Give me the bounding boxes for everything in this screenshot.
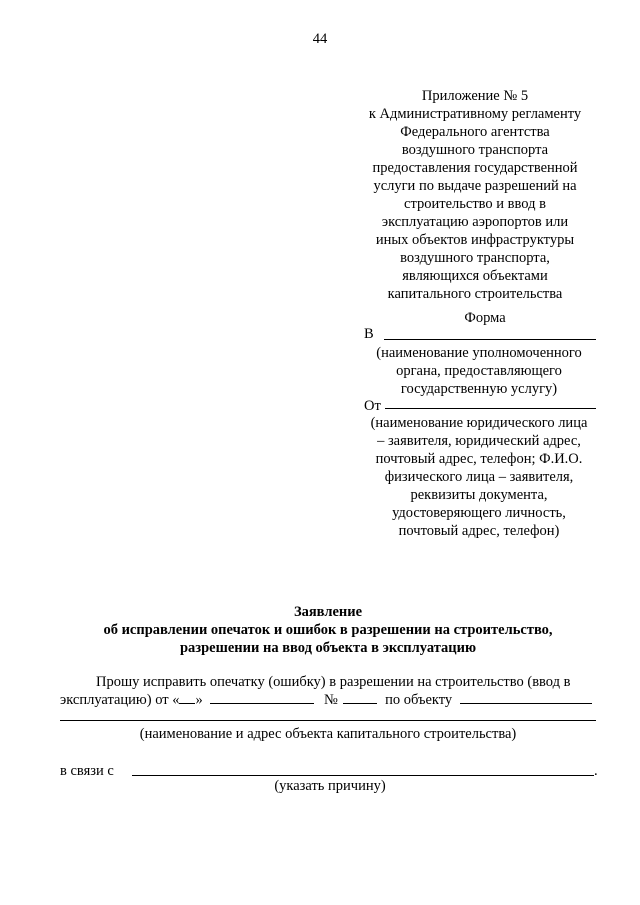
date-prefix: эксплуатацию) от « bbox=[60, 692, 180, 708]
from-caption-line: удостоверяющего личность, bbox=[392, 505, 566, 521]
appendix-line: предоставления государственной bbox=[372, 160, 578, 176]
request-text-line: Прошу исправить опечатку (ошибку) в разрешении на строительство (ввод в bbox=[96, 674, 571, 690]
reason-prefix: в связи с bbox=[60, 763, 114, 779]
date-quote-close: » bbox=[195, 692, 203, 708]
object-prefix: по объекту bbox=[385, 692, 453, 708]
appendix-line: Федерального агентства bbox=[400, 124, 550, 140]
to-caption bbox=[362, 344, 596, 398]
appendix-line: воздушного транспорта, bbox=[400, 250, 550, 266]
appendix-line: являющихся объектами bbox=[402, 268, 548, 284]
appendix-line: строительство и ввод в bbox=[404, 196, 546, 212]
appendix-line: к Административному регламенту bbox=[368, 106, 582, 122]
to-caption-line: органа, предоставляющего bbox=[396, 363, 562, 379]
from-caption-line: почтовый адрес, телефон; Ф.И.О. bbox=[375, 451, 583, 467]
document-heading bbox=[60, 603, 596, 657]
appendix-block bbox=[360, 87, 590, 303]
from-caption-line: (наименование юридического лица bbox=[370, 415, 588, 431]
heading-title: Заявление bbox=[293, 604, 363, 620]
reason-caption: (указать причину) bbox=[274, 778, 386, 794]
from-prefix: От bbox=[364, 398, 381, 414]
appendix-line: воздушного транспорта bbox=[401, 142, 549, 158]
date-month-year-field[interactable] bbox=[210, 691, 314, 704]
to-prefix: В bbox=[364, 326, 374, 342]
number-sign: № bbox=[323, 692, 338, 708]
to-caption-line: (наименование уполномоченного bbox=[376, 345, 582, 361]
to-recipient-field[interactable] bbox=[384, 339, 596, 340]
date-day-field[interactable] bbox=[179, 691, 195, 704]
permit-number-field[interactable] bbox=[343, 691, 377, 704]
appendix-line: иных объектов инфраструктуры bbox=[375, 232, 575, 248]
appendix-line: капитального строительства bbox=[387, 286, 563, 302]
to-caption-line: государственную услугу) bbox=[400, 381, 558, 397]
appendix-line: услуги по выдаче разрешений на bbox=[373, 178, 577, 194]
heading-subtitle: разрешении на ввод объекта в эксплуатацию bbox=[179, 640, 477, 656]
request-text-line2 bbox=[60, 691, 592, 709]
from-caption bbox=[362, 414, 596, 540]
object-caption: (наименование и адрес объекта капитального строительства) bbox=[139, 726, 517, 742]
heading-subtitle: об исправлении опечаток и ошибок в разрешении на строительство, bbox=[103, 622, 553, 638]
object-name-field[interactable] bbox=[460, 691, 592, 704]
reason-field[interactable] bbox=[132, 775, 594, 776]
form-label: Форма bbox=[464, 310, 506, 326]
from-caption-line: реквизиты документа, bbox=[410, 487, 548, 503]
page-number: 44 bbox=[312, 31, 328, 47]
object-address-field[interactable] bbox=[60, 720, 596, 721]
appendix-title: Приложение № 5 bbox=[421, 88, 529, 104]
from-applicant-field[interactable] bbox=[385, 408, 596, 409]
from-caption-line: почтовый адрес, телефон) bbox=[398, 523, 560, 539]
reason-period: . bbox=[594, 763, 598, 779]
from-caption-line: – заявителя, юридический адрес, bbox=[377, 433, 581, 449]
from-caption-line: физического лица – заявителя, bbox=[384, 469, 574, 485]
appendix-line: эксплуатацию аэропортов или bbox=[381, 214, 569, 230]
